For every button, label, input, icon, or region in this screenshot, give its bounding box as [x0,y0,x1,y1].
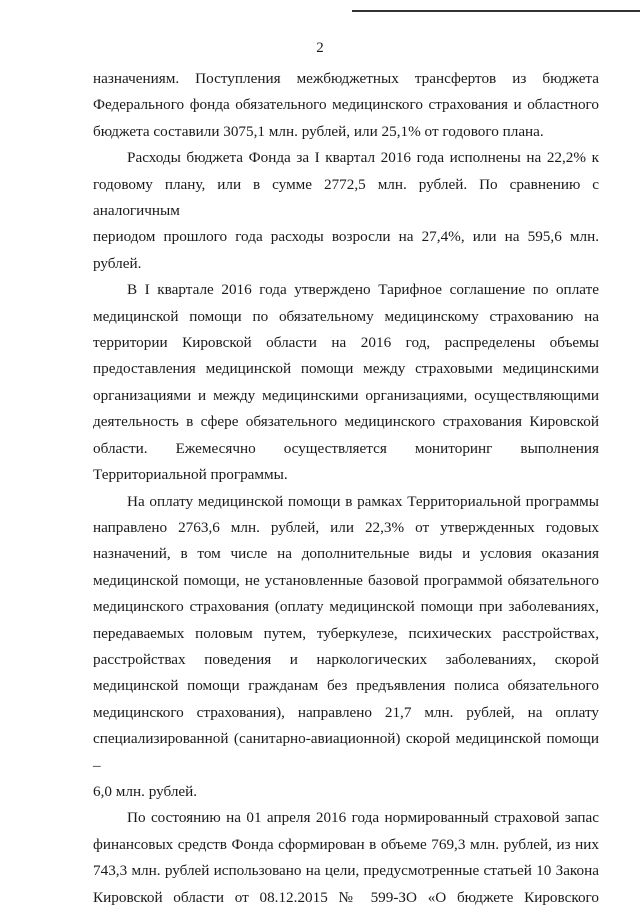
text-line: области. Ежемесячно осуществляется мониторинг выполнения [93,439,599,457]
paragraph-medical-payment [93,489,599,806]
text-line: В I квартале 2016 года утверждено Тарифное соглашение по оплате [127,281,599,299]
text-line: Федерального фонда обязательного медицинского страхования и областного [93,96,599,114]
text-line: периодом прошлого года расходы возросли на 27,4%, или на 595,6 млн. рублей. [93,228,599,272]
text-line: назначениям. Поступления межбюджетных трансфертов из бюджета [93,70,599,87]
paragraph-tariff-agreement [93,277,599,488]
text-line: медицинской помощи по обязательному медицинскому страхованию на [93,307,599,325]
text-line: бюджета составили 3075,1 млн. рублей, или 25,1% от годового плана. [93,122,544,140]
text-line: территории Кировской области на 2016 год, распределены объемы [93,334,599,352]
page-number: 2 [316,40,324,56]
text-line: медицинского страхования), направлено 21,7 млн. рублей, на оплату [93,703,599,721]
paragraph-revenue [93,66,599,145]
text-line: Территориальной программы. [93,466,288,484]
text-line: финансовых средств Фонда сформирован в объеме 769,3 млн. рублей, из них [93,835,599,853]
text-line: передаваемых половым путем, туберкулезе, психических расстройствах, [93,624,599,642]
text-line: деятельность в сфере обязательного медицинского страхования Кировской [93,413,599,431]
text-line: 6,0 млн. рублей. [93,782,198,800]
paragraph-insurance-reserve [93,805,599,911]
text-line: направлено 2763,6 млн. рублей, или 22,3% от утвержденных годовых [93,518,599,536]
text-line: медицинской помощи гражданам без предъявления полиса обязательного [93,677,599,695]
text-line: организациями и между медицинскими организациями, осуществляющими [93,386,599,404]
paragraph-expenses [93,145,599,277]
text-line: По состоянию на 01 апреля 2016 года нормированный страховой запас [127,809,599,827]
text-line: Расходы бюджета Фонда за I квартал 2016 года исполнены на 22,2% к [127,149,599,167]
text-line: специализированной (санитарно-авиационной) скорой медицинской помощи – [93,730,599,774]
text-line: 743,3 млн. рублей использовано на цели, предусмотренные статьей 10 Закона [93,862,599,880]
text-line: годовому плану, или в сумме 2772,5 млн. рублей. По сравнению с аналогичным [93,175,599,220]
text-line: медицинского страхования (оплату медицинской помощи при заболеваниях, [93,598,599,616]
text-line: Кировской области от 08.12.2015 № 599-ЗО «О бюджете Кировского [93,888,599,906]
top-rule [352,10,640,12]
text-line: расстройствах поведения и наркологических заболеваниях, скорой [93,650,599,668]
document-body [93,66,599,911]
text-line: На оплату медицинской помощи в рамках Территориальной программы [127,492,599,510]
text-line: назначений, в том числе на дополнительные виды и условия оказания [93,545,599,563]
text-line: предоставления медицинской помощи между страховыми медицинскими [93,360,599,378]
text-line: медицинской помощи, не установленные базовой программой обязательного [93,571,599,589]
